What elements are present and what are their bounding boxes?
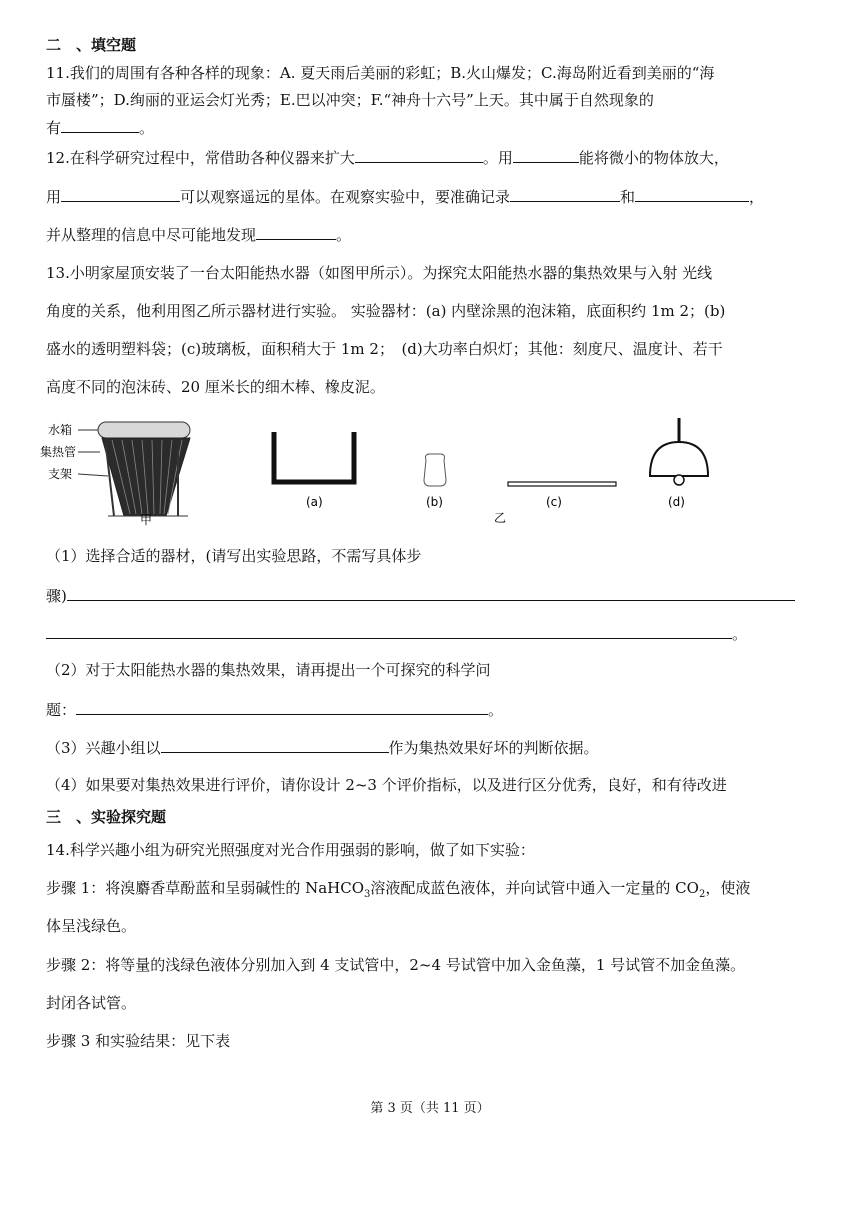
q11-line3-post: 。 (139, 119, 155, 137)
q11-line2: 市蜃楼”；D.绚丽的亚运会灯光秀；E.巴以冲突；F.“神舟十六号”上天。其中属于自然现象的 (46, 91, 654, 109)
q13-sub3-blank[interactable] (161, 736, 389, 753)
q13-line1: 13.小明家屋顶安装了一台太阳能热水器（如图甲所示）。为探究太阳能热水器的集热效果与入射 光线 (46, 264, 713, 282)
q13-sub1-line3 (46, 622, 747, 645)
q13-sub3-post: 作为集热效果好坏的判断依据。 (388, 739, 599, 757)
q14-step1-c: ，使液 (705, 879, 751, 897)
q13-sub3-pre: （3）兴趣小组以 (46, 739, 161, 757)
label-collector-tube: 集热管 (40, 445, 77, 459)
equipment-figure (28, 416, 728, 528)
q12-blank-5[interactable] (635, 185, 749, 202)
q12-line3 (46, 223, 351, 246)
q12-text-a: 12.在科学研究过程中，常借助各种仪器来扩大 (46, 149, 355, 167)
q13-sub1-blank-1[interactable] (67, 584, 795, 601)
q12-blank-3[interactable] (61, 185, 180, 202)
q12-text-h: 并从整理的信息中尽可能地发现 (46, 226, 257, 244)
q13-sub2-line2 (46, 698, 503, 721)
q11-line1: 11.我们的周围有各种各样的现象：A. 夏天雨后美丽的彩虹；B.火山爆发；C.海岛附近看到美丽的“海 (46, 64, 715, 82)
label-fig-jia: 甲 (140, 513, 153, 527)
solar-water-heater-drawing (78, 422, 190, 516)
q13-sub1-blank-2[interactable] (46, 622, 732, 639)
lamp-shape (650, 418, 708, 485)
label-water-tank: 水箱 (48, 423, 73, 437)
q12-text-c: 能将微小的物体放大， (578, 149, 729, 167)
q13-sub2-line1: （2）对于太阳能热水器的集热效果，请再提出一个可探究的科学问 (46, 661, 491, 679)
q13-sub1-line1: （1）选择合适的器材，(请写出实验思路，不需写具体步 (46, 547, 422, 565)
label-a: (a) (306, 495, 323, 509)
q12-text-d: 用 (46, 188, 62, 206)
q14-step3: 步骤 3 和实验结果：见下表 (46, 1032, 231, 1050)
q12-text-g: ， (749, 188, 765, 206)
q12-text-f: 和 (620, 188, 636, 206)
q14-step1-b: 溶液配成蓝色液体，并向试管中通入一定量的 CO (370, 879, 699, 897)
q14-step2-line1: 步骤 2：将等量的浅绿色液体分别加入到 4 支试管中，2~4 号试管中加入金鱼藻，1 号试管不加金鱼藻。 (46, 956, 746, 974)
q13-sub3 (46, 736, 599, 759)
q13-sub2-label: 题： (46, 701, 77, 719)
q14-step1-line2: 体呈浅绿色。 (46, 917, 137, 935)
water-bag-shape (424, 454, 446, 486)
label-c: (c) (546, 495, 562, 509)
q13-sub2-blank[interactable] (76, 698, 488, 715)
q13-line3: 盛水的透明塑料袋；(c)玻璃板，面积稍大于 1m 2； (d)大功率白炽灯；其他：刻度尺、温度计、若干 (46, 340, 723, 358)
section-heading-fill-in: 二 、填空题 (46, 36, 137, 54)
q13-sub1-line2 (46, 584, 795, 607)
q11-line3-pre: 有 (46, 119, 62, 137)
q12-text-b: 。用 (482, 149, 513, 167)
label-d: (d) (668, 495, 685, 509)
q13-sub2-end: 。 (488, 701, 504, 719)
q11-line3 (46, 116, 154, 139)
q12-text-i: 。 (336, 226, 352, 244)
q12-blank-4[interactable] (510, 185, 620, 202)
q14-step2-line2: 封闭各试管。 (46, 994, 137, 1012)
q13-sub4: （4）如果要对集热效果进行评价，请你设计 2~3 个评价指标，以及进行区分优秀，良好，和有待改进 (46, 776, 727, 794)
label-fig-yi: 乙 (494, 511, 507, 525)
page-footer: 第 3 页（共 11 页） (370, 1101, 490, 1116)
q12-line1 (46, 146, 729, 169)
q12-text-e: 可以观察遥远的星体。在观察实验中，要准确记录 (180, 188, 511, 206)
q13-line2: 角度的关系，他利用图乙所示器材进行实验。 实验器材：(a) 内壁涂黑的泡沫箱，底面积约 1m 2；(b) (46, 302, 726, 320)
q14-step1-a: 步骤 1：将溴麝香草酚蓝和呈弱碱性的 NaHCO (46, 879, 365, 897)
q11-answer-blank[interactable] (61, 116, 139, 133)
q13-figure (28, 416, 728, 528)
q12-blank-1[interactable] (355, 146, 483, 163)
q14-line1: 14.科学兴趣小组为研究光照强度对光合作用强弱的影响，做了如下实验： (46, 841, 535, 859)
q12-line2 (46, 185, 764, 208)
q14-step1-sub1: 3 (364, 889, 371, 900)
q13-sub1-label: 骤) (46, 587, 67, 605)
q14-step1-line1 (46, 877, 750, 906)
section-heading-experiment: 三 、实验探究题 (46, 808, 167, 826)
glass-plate-shape (508, 482, 616, 486)
foam-box-shape (274, 432, 354, 482)
q12-blank-2[interactable] (513, 146, 579, 163)
q13-line4: 高度不同的泡沫砖、20 厘米长的细木棒、橡皮泥。 (46, 378, 385, 396)
q13-sub1-end: 。 (732, 625, 748, 643)
q14-step1-sub2: 2 (698, 889, 706, 900)
label-stand: 支架 (48, 467, 73, 481)
q12-blank-6[interactable] (256, 223, 336, 240)
label-b: (b) (426, 495, 443, 509)
